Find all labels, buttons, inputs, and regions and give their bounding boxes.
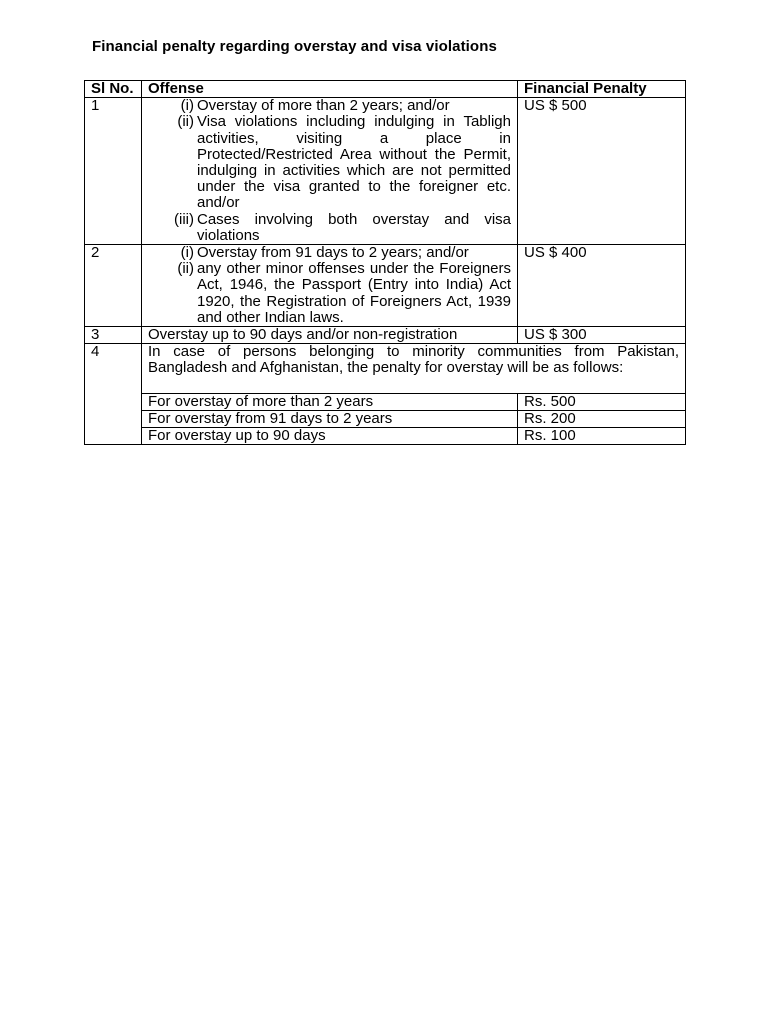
sub-penalty-cell: Rs. 100: [518, 428, 686, 445]
blank-line: [148, 377, 679, 393]
item-text: any other minor offenses under the Foreigners Act, 1946, the Passport (Entry into India) Act 1920, the Registration of Foreigners Act, 1939 and other Indian laws.: [197, 260, 511, 326]
item-text: Cases involving both overstay and visa violations: [197, 210, 511, 244]
item-number: (iii): [174, 210, 194, 228]
sl-number: 2: [85, 245, 142, 327]
offense-cell: Overstay up to 90 days and/or non-registration: [142, 327, 518, 344]
offense-item: [148, 114, 511, 211]
item-number: (i): [180, 97, 194, 115]
offense-cell: [142, 245, 518, 327]
sub-offense-cell: For overstay of more than 2 years: [142, 393, 518, 410]
minority-note-cell: [142, 344, 686, 393]
table-row: [85, 344, 686, 393]
sub-offense-cell: For overstay up to 90 days: [142, 428, 518, 445]
table-row: [85, 327, 686, 344]
sl-number: 1: [85, 98, 142, 245]
offense-cell: [142, 98, 518, 245]
header-financial-penalty: Financial Penalty: [518, 81, 686, 98]
table-header-row: [85, 81, 686, 98]
sl-number: 4: [85, 344, 142, 445]
item-number: (i): [180, 244, 194, 262]
header-sl-no: Sl No.: [85, 81, 142, 98]
table-row: [85, 98, 686, 245]
minority-note-text: In case of persons belonging to minority communities from Pakistan, Bangladesh and Afghanistan, the penalty for overstay will be as follows:: [148, 343, 679, 377]
offense-item: [148, 261, 511, 326]
header-offense: Offense: [142, 81, 518, 98]
penalty-cell: US $ 400: [518, 245, 686, 327]
offense-item: [148, 98, 511, 114]
item-number: (ii): [177, 260, 194, 278]
item-text: Visa violations including indulging in Tabligh activities, visiting a place in Protected/Restricted Area without the Permit, indulging in activities which are not permitted under the visa granted to the foreigner etc. and/or: [197, 113, 511, 212]
offense-item: [148, 245, 511, 261]
item-text: Overstay from 91 days to 2 years; and/or: [197, 244, 469, 262]
sub-row: [85, 428, 686, 445]
item-number: (ii): [177, 113, 194, 131]
sub-offense-cell: For overstay from 91 days to 2 years: [142, 410, 518, 427]
penalty-cell: US $ 500: [518, 98, 686, 245]
sub-penalty-cell: Rs. 200: [518, 410, 686, 427]
item-text: Overstay of more than 2 years; and/or: [197, 97, 450, 115]
document-title: Financial penalty regarding overstay and visa violations: [92, 38, 497, 55]
table-row: [85, 245, 686, 327]
offense-item: [148, 212, 511, 244]
penalty-cell: US $ 300: [518, 327, 686, 344]
sub-penalty-cell: Rs. 500: [518, 393, 686, 410]
penalty-table: [84, 80, 686, 445]
sub-row: [85, 410, 686, 427]
sl-number: 3: [85, 327, 142, 344]
sub-row: [85, 393, 686, 410]
